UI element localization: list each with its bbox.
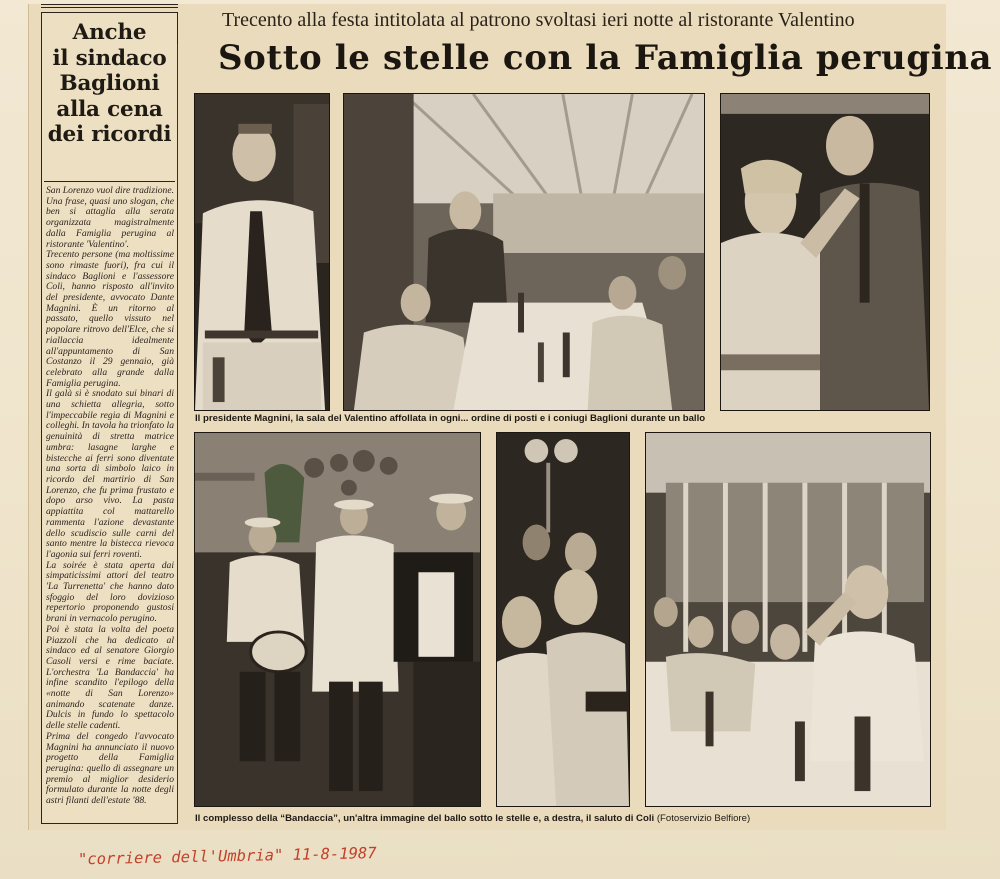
sidebar-divider (44, 181, 175, 182)
photo-bandaccia-band (194, 432, 481, 807)
sidebar-title-line: dei ricordi (47, 122, 172, 147)
sidebar-paragraph: San Lorenzo vuol dire tradizione. Una frase, quasi uno slogan, che ben si attaglia alla serata organizzata magistralmente dalla Famiglia perugina al ristorante 'Valentino'. (46, 186, 174, 250)
top-caption-text: Il presidente Magnini, la sala del Valentino affollata in ogni... ordine di posti e i coniugi Baglioni durante un ballo (195, 413, 706, 424)
sidebar-title-line: il sindaco (52, 45, 167, 71)
photo-baglioni-dancing (720, 93, 930, 411)
article-headline: Sotto le stelle con la Famiglia perugina (218, 38, 993, 78)
sidebar-article-body (46, 186, 174, 816)
sidebar-paragraph: Poi è stata la volta del poeta Piazzoli che ha dedicato al sindaco ed al senatore Giorgio Casoli versi e rime baciate. L'orchestra 'La Bandaccia' ha infine scandito l'epilogo della «notte di San Lorenzo» animando scatenate danze. Dulcis in fundo lo spettacolo delle stelle cadenti. (46, 623, 174, 732)
bottom-caption-text: Il complesso della “Bandaccia”, un'altra immagine del ballo sotto le stelle e, a destra, il saluto di Coli (195, 813, 655, 824)
sidebar-title (44, 20, 175, 148)
handwritten-source-note: "corriere dell'Umbria" 11-8-1987 (77, 844, 377, 869)
sidebar-paragraph: La soirée è stata aperta dai simpaticissimi attori del teatro 'La Turrenetta' che hanno dato sfoggio del loro dovizioso repertorio proponendo gustosi brani in vernacolo perugino. (46, 559, 174, 625)
photo-coli-greeting (645, 432, 931, 807)
sidebar-title-line: Anche (72, 20, 147, 45)
photo-president-magnini (194, 93, 330, 411)
bottom-photo-caption (195, 813, 750, 824)
photo-crowded-hall (343, 93, 705, 411)
sidebar-paragraph: Il galà si è snodato sui binari di una schietta allegria, sotto l'impeccabile regia di Magnini e colleghi. In tavola ha trionfato la genuinità di stretta matrice umbra: lasagne larghe e bistecche ai ferri sono diventate una sorta di simbolo laico in ricordo del martirio di San Lorenzo, che fu prima frustato e dopo arso vivo. La pasta appiattita col mattarello rammenta l'azione devastante dello scudiscio sulle carni del santo mentre la bistecca rievoca l'agonia sui ferri roventi. (46, 388, 174, 560)
sidebar-top-rule (41, 4, 178, 8)
top-photo-caption (195, 413, 705, 424)
column-rule (177, 44, 178, 824)
sidebar-title-line: alla cena (56, 96, 163, 122)
photo-credit: (Fotoservizio Belfiore) (656, 813, 751, 824)
sidebar-title-line: Baglioni (59, 71, 160, 96)
photo-dancing-under-stars (496, 432, 630, 807)
sidebar-paragraph: Prima del congedo l'avvocato Magnini ha annunciato il nuovo progetto della Famiglia perugina: quello di assegnare un premio al miglior desiderio formulato durante la notte degli astri filanti dell'estate '88. (46, 730, 174, 807)
article-kicker: Trecento alla festa intitolata al patrono svoltasi ieri notte al ristorante Valentino (222, 9, 855, 31)
sidebar-paragraph: Trecento persone (ma moltissime sono rimaste fuori), fra cui il sindaco Baglioni e l'assessore Coli, hanno risposto all'invito del presidente, avvocato Dante Magnini. È un ritorno al passato, quello vissuto nel popolare ritrovo dell'Elce, che si riallaccia idealmente all'appuntamento di San Costanzo il 29 gennaio, già celebrato alla grande dalla Famiglia perugina. (46, 249, 174, 389)
